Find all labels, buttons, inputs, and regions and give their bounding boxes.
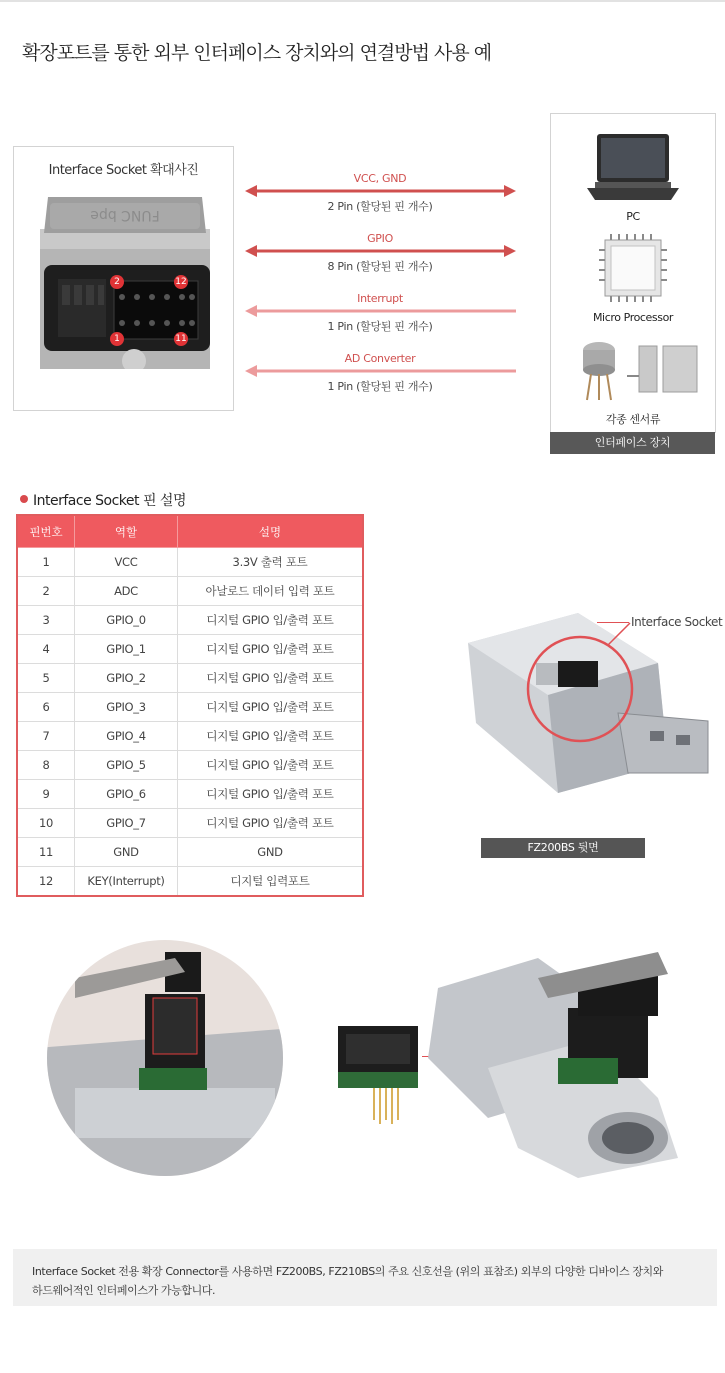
left-arrow-icon xyxy=(245,365,516,377)
table-row xyxy=(17,635,363,664)
pin-role: GPIO_3 xyxy=(75,693,178,722)
table-row xyxy=(17,838,363,867)
pin-description: 디지털 입력포트 xyxy=(178,867,364,897)
arrow-detail-gpio: 8 Pin (할당된 핀 개수) xyxy=(327,260,433,273)
pin-role: GPIO_6 xyxy=(75,780,178,809)
double-arrow-icon xyxy=(245,185,516,197)
pin-role: GPIO_5 xyxy=(75,751,178,780)
pin-table-header-role: 역할 xyxy=(75,515,178,548)
interface-device-footer: 인터페이스 장치 xyxy=(550,432,715,454)
pin-role: GPIO_7 xyxy=(75,809,178,838)
pin-number: 12 xyxy=(17,867,75,897)
pin-role: GPIO_4 xyxy=(75,722,178,751)
pin-role: VCC xyxy=(75,548,178,577)
socket-photo-caption: Interface Socket 확대사진 xyxy=(48,163,199,178)
interface-devices-panel xyxy=(550,113,716,433)
pin-role: ADC xyxy=(75,577,178,606)
fz200bs-assembly-photo xyxy=(428,948,718,1188)
pin-description: 디지털 GPIO 입/출력 포트 xyxy=(178,664,364,693)
device-label-micro-processor: Micro Processor xyxy=(592,311,674,324)
device-label-pc: PC xyxy=(626,210,640,223)
pin-number: 1 xyxy=(17,548,75,577)
interface-socket-callout: Interface Socket xyxy=(631,615,723,629)
pin-table-header-description: 설명 xyxy=(178,515,364,548)
table-row xyxy=(17,606,363,635)
table-row xyxy=(17,722,363,751)
pin-description: 디지털 GPIO 입/출력 포트 xyxy=(178,780,364,809)
pin-number: 2 xyxy=(17,577,75,606)
pin-role: GPIO_2 xyxy=(75,664,178,693)
pin-description: 디지털 GPIO 입/출력 포트 xyxy=(178,606,364,635)
pin-number: 9 xyxy=(17,780,75,809)
arrow-detail-interrupt: 1 Pin (할당된 핀 개수) xyxy=(327,320,433,333)
table-row xyxy=(17,548,363,577)
laptop-icon xyxy=(585,132,681,204)
svg-text:FUNC bpe: FUNC bpe xyxy=(90,207,160,223)
pin-number: 7 xyxy=(17,722,75,751)
connector-closeup-photo xyxy=(35,938,295,1178)
socket-photo-box xyxy=(13,146,234,411)
arrow-detail-vcc: 2 Pin (할당된 핀 개수) xyxy=(327,200,433,213)
product-photo xyxy=(458,603,718,803)
pin-table-heading: Interface Socket 핀 설명 xyxy=(33,493,186,509)
table-row xyxy=(17,577,363,606)
page-title: 확장포트를 통한 외부 인터페이스 장치와의 연결방법 사용 예 xyxy=(22,42,492,64)
arrow-detail-adc: 1 Pin (할당된 핀 개수) xyxy=(327,380,433,393)
chip-icon xyxy=(595,232,671,304)
pin-number: 11 xyxy=(17,838,75,867)
pin-number: 6 xyxy=(17,693,75,722)
callout-line xyxy=(597,622,629,623)
pin-number: 5 xyxy=(17,664,75,693)
table-row xyxy=(17,809,363,838)
pin-role: KEY(Interrupt) xyxy=(75,867,178,897)
product-caption: FZ200BS 뒷면 xyxy=(481,838,645,858)
pin-number: 10 xyxy=(17,809,75,838)
description-text xyxy=(32,1262,712,1300)
description-line-1: Interface Socket 전용 확장 Connector를 사용하면 FZ200BS, FZ210BS의 주요 신호선을 (위의 표참조) 외부의 다양한 디바이스 장치와 xyxy=(32,1265,663,1278)
pin-marker-11: 11 xyxy=(175,334,187,344)
description-line-2: 하드웨어적인 인터페이스가 가능합니다. xyxy=(32,1284,216,1297)
pin-description: 아날로드 데이터 입력 포트 xyxy=(178,577,364,606)
arrow-label-adc: AD Converter xyxy=(344,352,416,365)
pin-number: 3 xyxy=(17,606,75,635)
arrow-label-gpio: GPIO xyxy=(367,232,393,245)
pin-description: GND xyxy=(178,838,364,867)
bullet-icon xyxy=(20,495,28,503)
pin-role: GND xyxy=(75,838,178,867)
pin-table xyxy=(16,514,364,897)
pin-description: 디지털 GPIO 입/출력 포트 xyxy=(178,722,364,751)
pin-description: 디지털 GPIO 입/출력 포트 xyxy=(178,635,364,664)
table-row xyxy=(17,867,363,897)
table-row xyxy=(17,780,363,809)
pin-description: 디지털 GPIO 입/출력 포트 xyxy=(178,751,364,780)
top-divider xyxy=(0,0,725,2)
table-row xyxy=(17,751,363,780)
double-arrow-icon xyxy=(245,245,516,257)
pin-description: 디지털 GPIO 입/출력 포트 xyxy=(178,809,364,838)
pin-role: GPIO_0 xyxy=(75,606,178,635)
pin-marker-12: 12 xyxy=(175,277,187,287)
sensor-icon xyxy=(567,336,703,404)
pin-marker-1: 1 xyxy=(110,332,124,346)
pin-description: 디지털 GPIO 입/출력 포트 xyxy=(178,693,364,722)
pin-role: GPIO_1 xyxy=(75,635,178,664)
table-row xyxy=(17,664,363,693)
pin-description: 3.3V 출력 포트 xyxy=(178,548,364,577)
device-label-sensors: 각종 센서류 xyxy=(605,413,661,426)
pin-number: 8 xyxy=(17,751,75,780)
pin-table-header-number: 핀번호 xyxy=(17,515,75,548)
arrow-label-vcc: VCC, GND xyxy=(353,172,407,185)
arrow-label-interrupt: Interrupt xyxy=(357,292,403,305)
pin-number: 4 xyxy=(17,635,75,664)
table-row xyxy=(17,693,363,722)
pin-marker-2: 2 xyxy=(110,275,124,289)
connector-module-photo xyxy=(334,1020,426,1130)
left-arrow-icon xyxy=(245,305,516,317)
